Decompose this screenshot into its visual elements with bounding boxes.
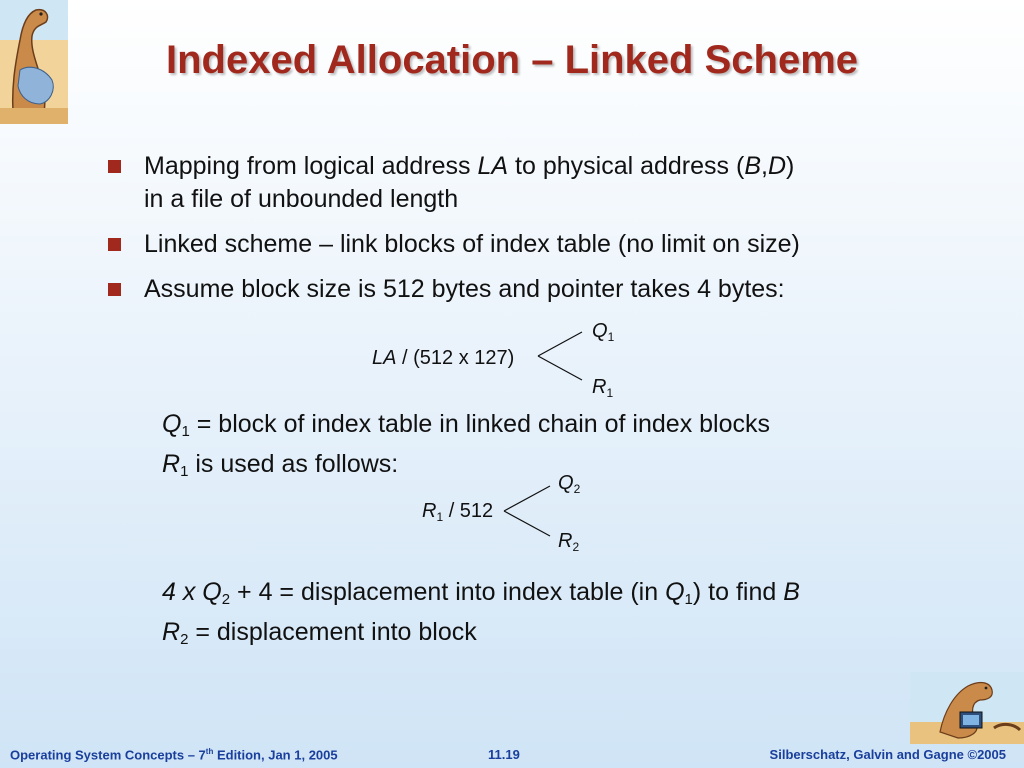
diagram1-quotient: $Q_1$	[592, 320, 615, 344]
q1-explanation: $Q_1$ = block of index table in linked chain of index blocks $R_1$ is used as follows:	[162, 410, 771, 480]
diagram1-remainder: $R_1$	[592, 376, 614, 400]
bullet-list	[108, 150, 928, 318]
diagram2-remainder: $R_2$	[558, 530, 580, 554]
footer-right: Silberschatz, Galvin and Gagne ©2005	[769, 747, 1006, 762]
bullet-square-icon	[108, 283, 121, 296]
diagram2-quotient: $Q_2$	[558, 472, 581, 496]
diagram2-expression: $R_1 / 512$	[422, 500, 494, 524]
bullet-square-icon	[108, 160, 121, 173]
footer-page-number: 11.19	[488, 747, 520, 762]
displacement-explanation: 4 x $Q_2 + 4$ = displacement into index table (in $Q_1$) to find B $R_2$ = displacement into block	[162, 578, 800, 648]
bullet-item: Linked scheme – link blocks of index table (no limit on size)	[108, 228, 928, 261]
bullet-square-icon	[108, 238, 121, 251]
diagram1-expression: LA / (512 x 127)	[372, 347, 515, 369]
diagram1-branch-lines	[536, 328, 586, 384]
bullet-item: Mapping from logical address LA to physical address (B,D) in a file of unbounded length	[108, 150, 928, 216]
dinosaur-computer-icon	[910, 672, 1024, 744]
footer-left: Operating System Concepts – 7th Edition, Jan 1, 2005	[10, 746, 338, 762]
slide-title: Indexed Allocation – Linked Scheme	[165, 38, 859, 82]
diagram2-branch-lines	[502, 482, 554, 540]
bullet-item: Assume block size is 512 bytes and pointer takes 4 bytes:	[108, 273, 928, 306]
